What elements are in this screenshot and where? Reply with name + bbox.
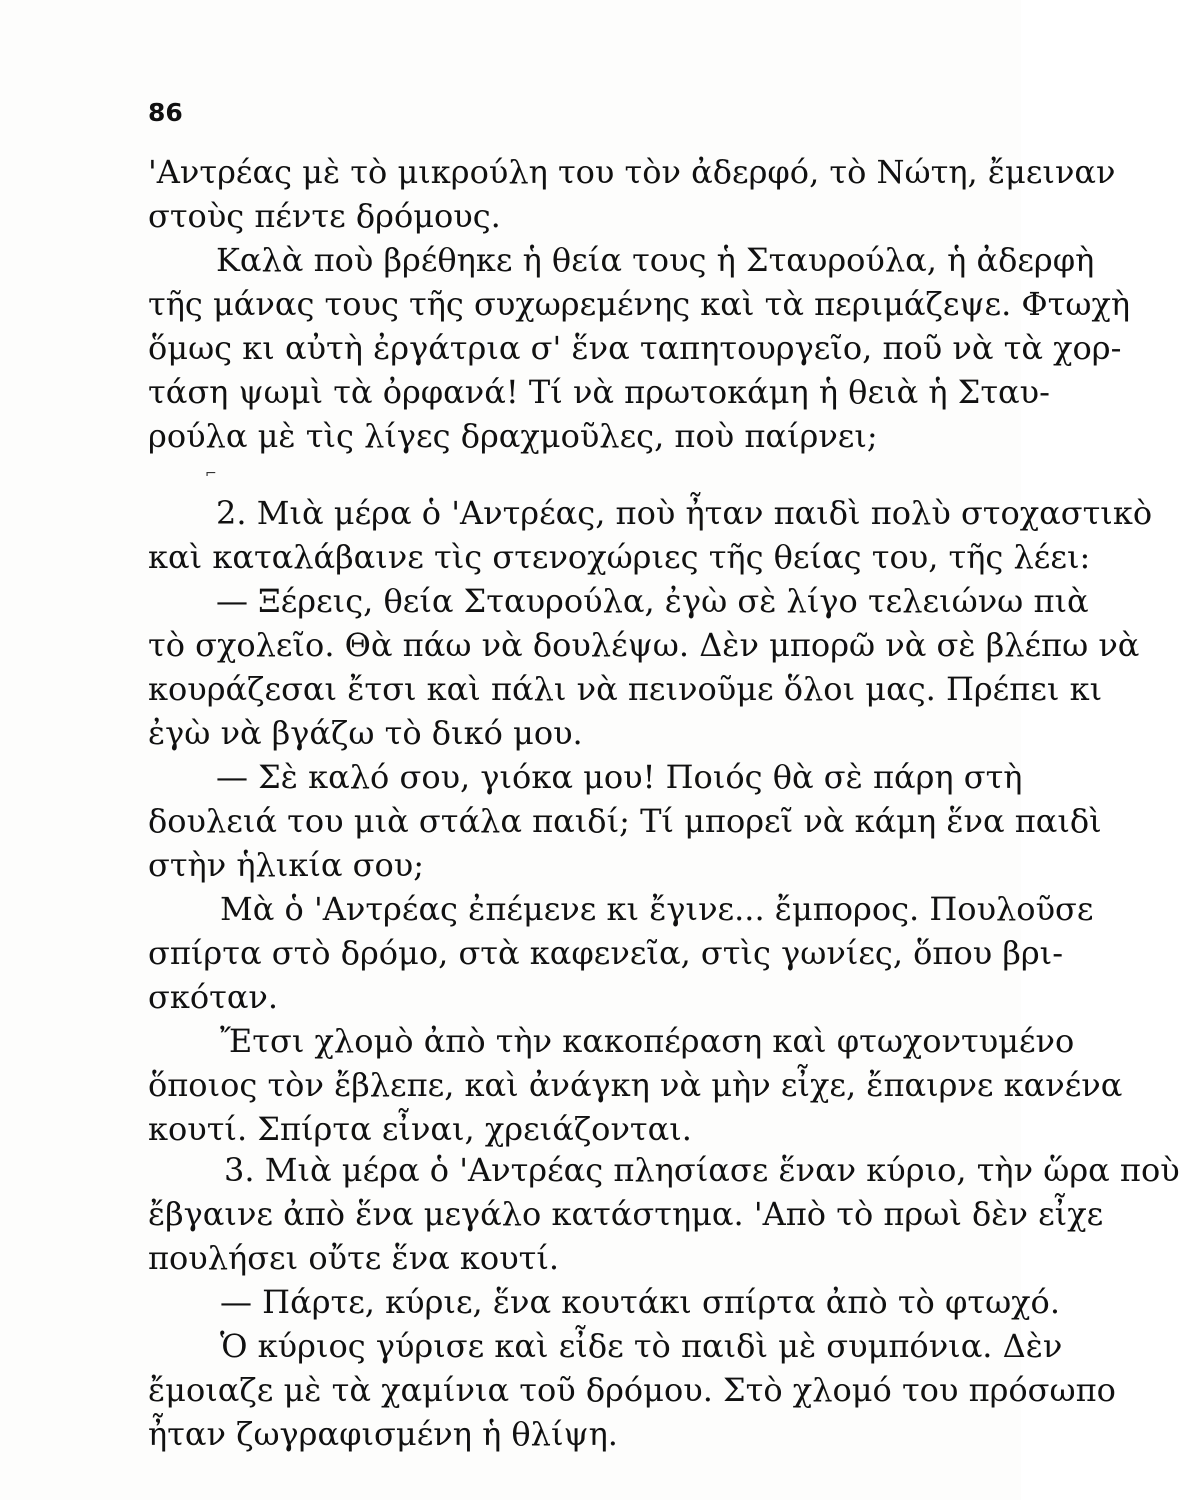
paragraph-block-3 xyxy=(148,1148,1180,1456)
text-line: στὴν ἡλικία σου; xyxy=(148,846,425,884)
text-line: στοὺς πέντε δρόμους. xyxy=(148,197,501,235)
paragraph-block-1 xyxy=(148,150,1130,458)
text-line: 3. Μιὰ μέρα ὁ 'Αντρέας πλησίασε ἕναν κύριο, τὴν ὥρα ποὺ xyxy=(224,1151,1180,1189)
text-line: Καλὰ ποὺ βρέθηκε ἡ θεία τους ἡ Σταυρούλα, ἡ ἀδερφὴ xyxy=(216,241,1095,279)
text-line: ἐγὼ νὰ βγάζω τὸ δικό μου. xyxy=(148,714,583,752)
text-line: καὶ καταλάβαινε τὶς στενοχώριες τῆς θείας του, τῆς λέει: xyxy=(148,538,1091,576)
paragraph-block-2 xyxy=(148,491,1153,1151)
text-line: ὅμως κι αὐτὴ ἐργάτρια σ' ἕνα ταπητουργεῖο, ποῦ νὰ τὰ χορ- xyxy=(148,329,1122,367)
text-line: τάση ψωμὶ τὰ ὀρφανά! Τί νὰ πρωτοκάμη ἡ θειὰ ἡ Σταυ- xyxy=(148,373,1050,411)
text-line: — Σὲ καλό σου, γιόκα μου! Ποιός θὰ σὲ πάρη στὴ xyxy=(216,758,1023,796)
text-line: Μὰ ὁ 'Αντρέας ἐπέμενε κι ἔγινε... ἔμπορος. Πουλοῦσε xyxy=(220,890,1094,928)
text-line: Ἔτσι χλομὸ ἀπὸ τὴν κακοπέραση καὶ φτωχοντυμένο xyxy=(220,1022,1075,1060)
text-line: πουλήσει οὔτε ἕνα κουτί. xyxy=(148,1239,560,1277)
text-line: σκόταν. xyxy=(148,978,279,1016)
page-number: 86 xyxy=(148,98,183,127)
text-line: ἔμοιαζε μὲ τὰ χαμίνια τοῦ δρόμου. Στὸ χλομό του πρόσωπο xyxy=(148,1371,1116,1409)
text-line: Ὁ κύριος γύρισε καὶ εἶδε τὸ παιδὶ μὲ συμπόνια. Δὲν xyxy=(220,1327,1063,1365)
text-line: τῆς μάνας τους τῆς συχωρεμένης καὶ τὰ περιμάζεψε. Φτωχὴ xyxy=(148,285,1130,323)
text-line: δουλειά του μιὰ στάλα παιδί; Τί μπορεῖ νὰ κάμη ἕνα παιδὶ xyxy=(148,802,1102,840)
text-line: 2. Μιὰ μέρα ὁ 'Αντρέας, ποὺ ἦταν παιδὶ πολὺ στοχαστικὸ xyxy=(216,494,1153,532)
text-line: σπίρτα στὸ δρόμο, στὰ καφενεῖα, στὶς γωνίες, ὅπου βρι- xyxy=(148,934,1064,972)
text-line: ὅποιος τὸν ἔβλεπε, καὶ ἀνάγκη νὰ μὴν εἶχε, ἔπαιρνε κανένα xyxy=(148,1066,1123,1104)
text-line: κουράζεσαι ἔτσι καὶ πάλι νὰ πεινοῦμε ὅλοι μας. Πρέπει κι xyxy=(148,670,1103,708)
text-line: κουτί. Σπίρτα εἶναι, χρειάζονται. xyxy=(148,1110,692,1148)
text-line: τὸ σχολεῖο. Θὰ πάω νὰ δουλέψω. Δὲν μπορῶ νὰ σὲ βλέπω νὰ xyxy=(148,626,1140,664)
text-line: ἔβγαινε ἀπὸ ἕνα μεγάλο κατάστημα. 'Απὸ τὸ πρωὶ δὲν εἶχε xyxy=(148,1195,1104,1233)
text-line: ἦταν ζωγραφισμένη ἡ θλίψη. xyxy=(148,1415,618,1453)
stray-pencil-mark: ⌐ xyxy=(205,466,217,482)
text-line: — Πάρτε, κύριε, ἕνα κουτάκι σπίρτα ἀπὸ τὸ φτωχό. xyxy=(220,1283,1060,1321)
text-line: 'Αντρέας μὲ τὸ μικρούλη του τὸν ἀδερφό, τὸ Νώτη, ἔμειναν xyxy=(148,153,1116,191)
text-line: — Ξέρεις, θεία Σταυρούλα, ἐγὼ σὲ λίγο τελειώνω πιὰ xyxy=(216,582,1089,620)
text-line: ρούλα μὲ τὶς λίγες δραχμοῦλες, ποὺ παίρνει; xyxy=(148,417,878,455)
